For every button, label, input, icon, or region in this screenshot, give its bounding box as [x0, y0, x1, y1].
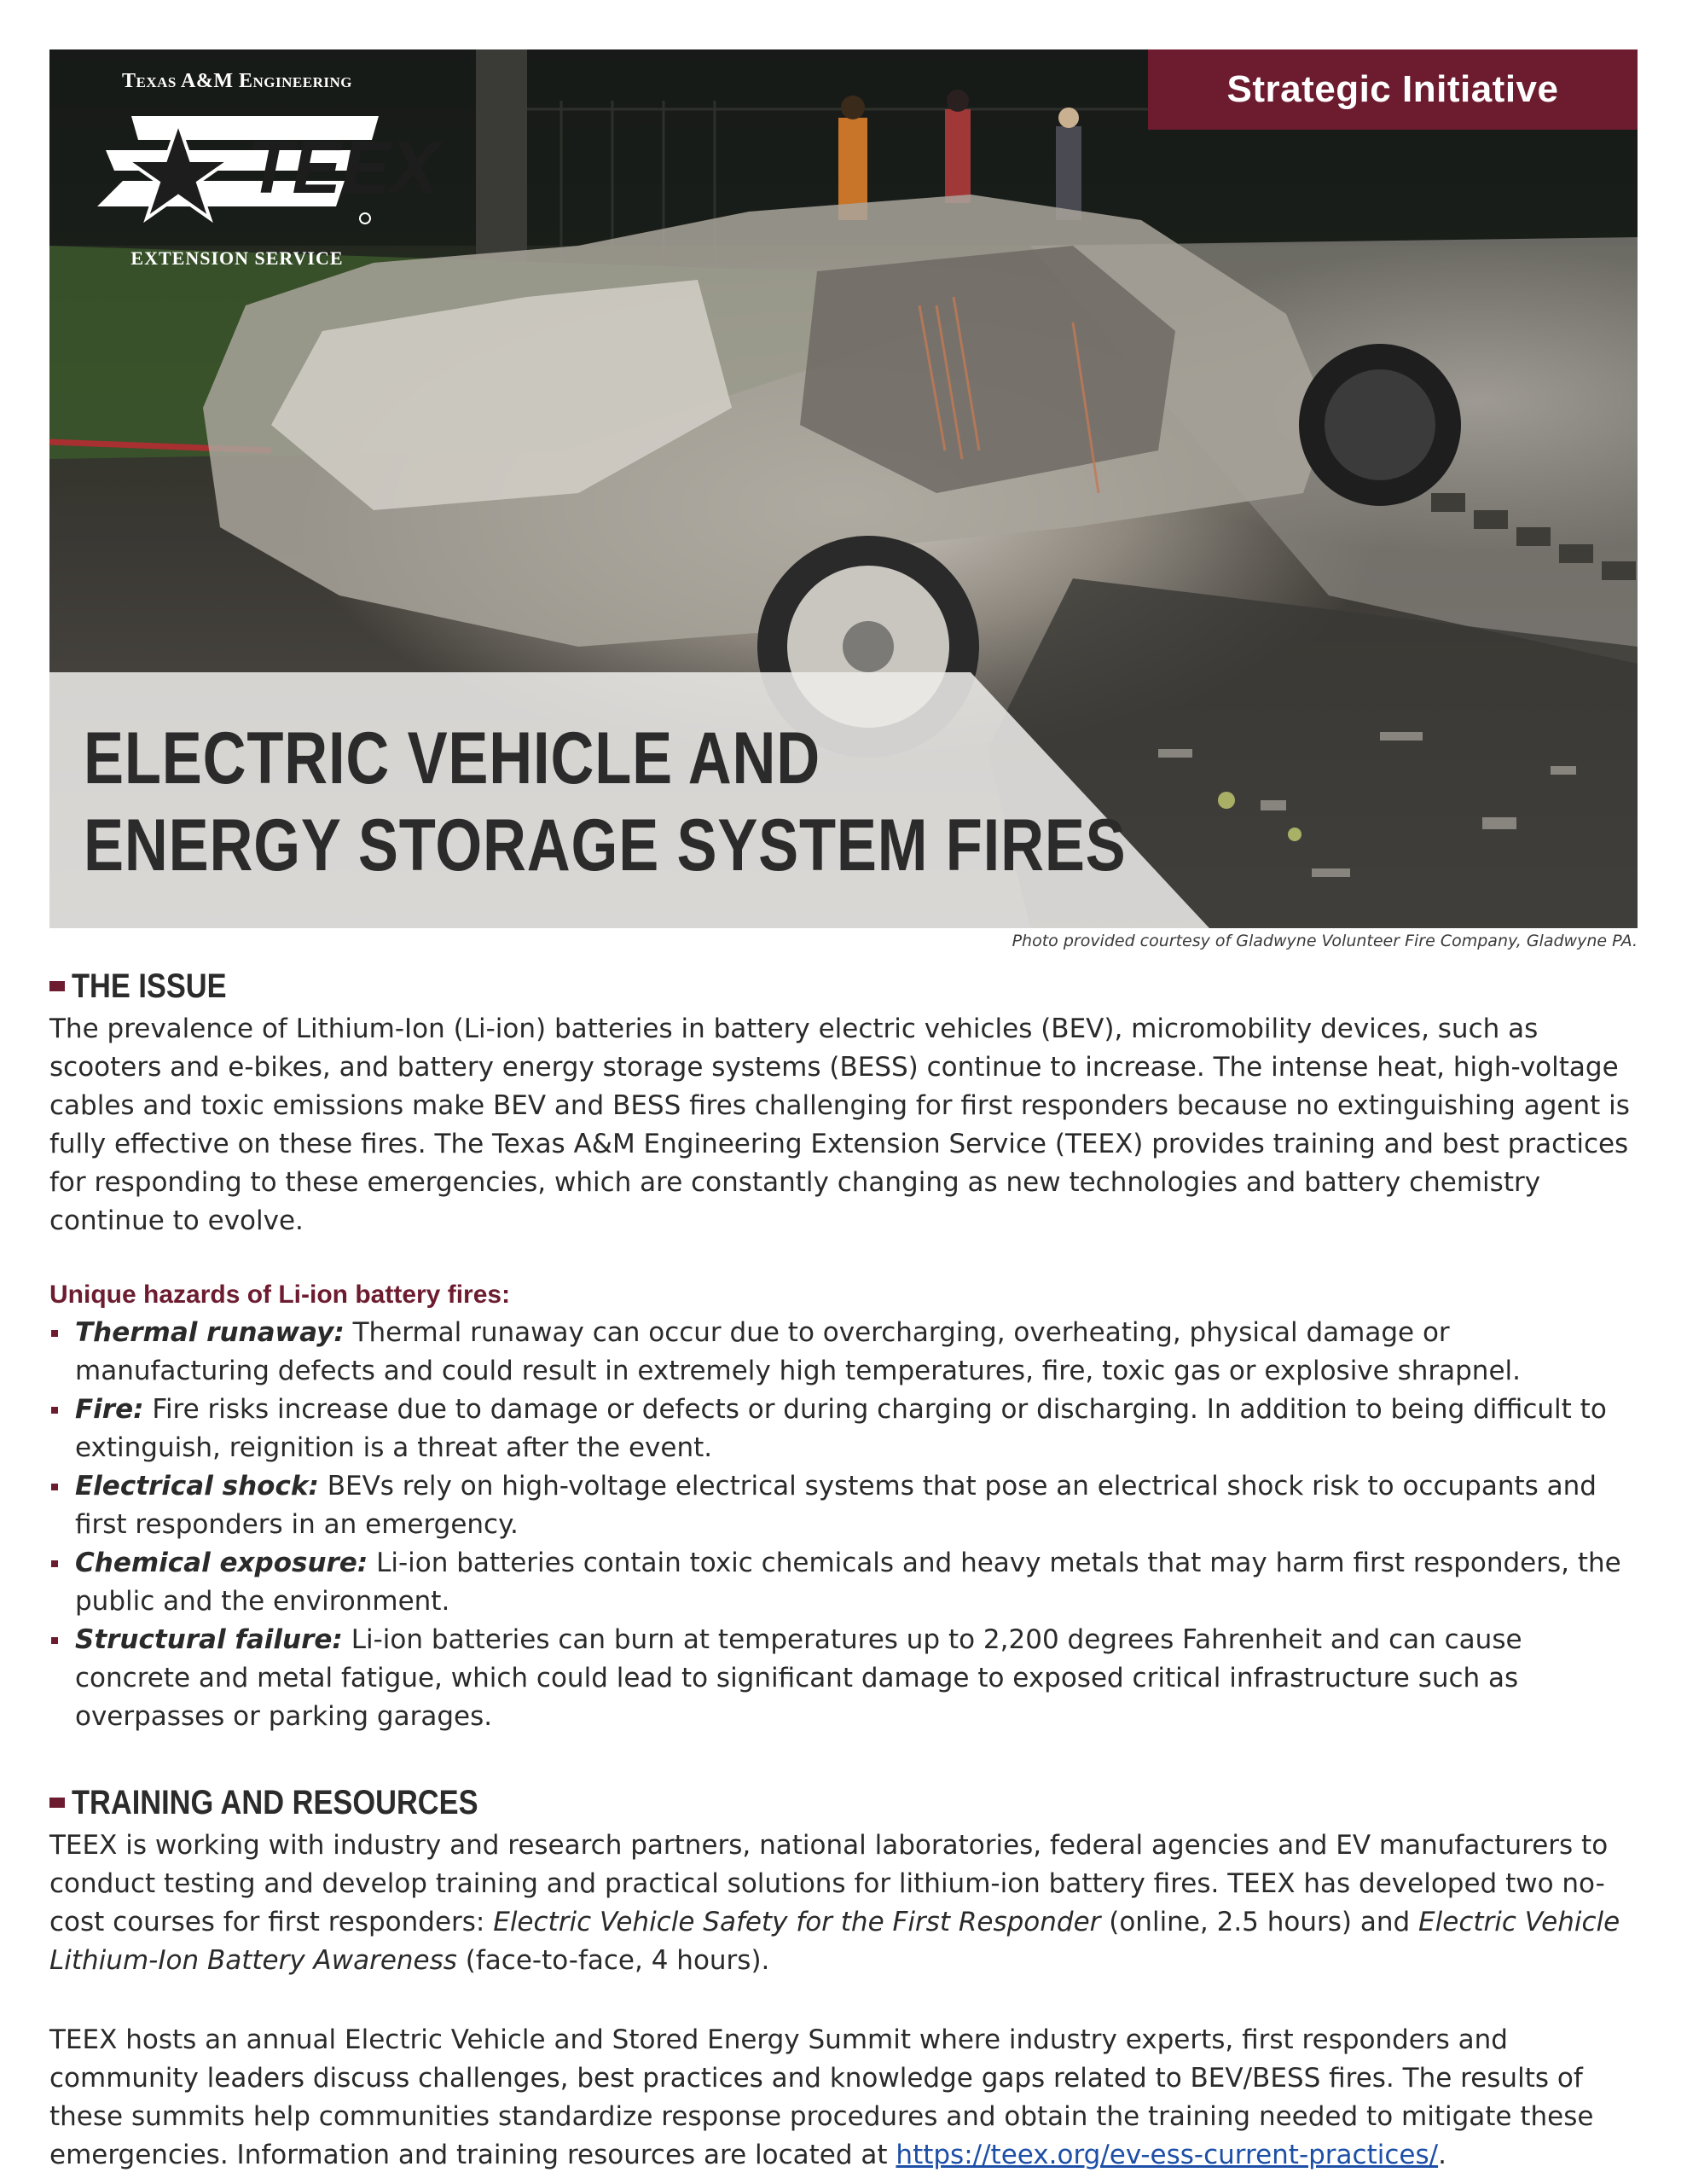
course-1-detail: (online, 2.5 hours) and: [1100, 1907, 1419, 1937]
hazard-term: Thermal runaway:: [75, 1317, 345, 1348]
section-marker-icon: [49, 981, 65, 991]
logo-wordmark-text: TEEX: [247, 127, 439, 209]
course-2-title: Electric Vehicle Lithium-Ion Battery Awareness: [49, 1907, 1620, 1976]
course-2-detail: (face-to-face, 4 hours).: [456, 1945, 770, 1976]
hazard-item-electrical-shock: [49, 1467, 1638, 1544]
issue-paragraph: The prevalence of Lithium-Ion (Li-ion) batteries in battery electric vehicles (BEV), micromobility devices, such as scooters and e-bikes, and battery energy storage systems (BESS) continue to increase. The intense heat, high-voltage cables and toxic emissions make BEV and BESS fires challenging for first responders because no extinguishing agent is fully effective on these fires. The Texas A&M Engineering Extension Service (TEEX) provides training and best practices for responding to these emergencies, which are constantly changing as new technologies and battery chemistry continue to evolve.: [49, 1014, 1630, 1236]
hazard-item-structural-failure: [49, 1621, 1638, 1736]
hazard-item-fire: [49, 1391, 1638, 1467]
logo-top-text: Texas A&M Engineering: [122, 70, 352, 92]
teex-logo: [92, 67, 439, 280]
hazard-text: Fire risks increase due to damage or defects or during charging or discharging. In addition to being difficult to extinguish, reignition is a threat after the event.: [75, 1394, 1607, 1463]
issue-heading-text: THE ISSUE: [72, 967, 227, 1005]
training-heading: [49, 1779, 1638, 1827]
hazard-term: Structural failure:: [75, 1624, 343, 1655]
logo-bottom-text: EXTENSION SERVICE: [130, 247, 344, 269]
photo-credit: Photo provided courtesy of Gladwyne Volunteer Fire Company, Gladwyne PA.: [1012, 932, 1638, 950]
hazard-text: Li-ion batteries contain toxic chemicals and heavy metals that may harm first responders, the public and the environment.: [75, 1548, 1621, 1617]
hazard-text: Li-ion batteries can burn at temperatures up to 2,200 degrees Fahrenheit and can cause concrete and metal fatigue, which could lead to significant damage to exposed critical infrastructure such as overpasses or parking garages.: [75, 1624, 1522, 1732]
hazard-term: Fire:: [75, 1394, 144, 1425]
hazard-text: Thermal runaway can occur due to overcharging, overheating, physical damage or manufacturing defects and could result in extremely high temperatures, fire, toxic gas or explosive shrapnel.: [75, 1317, 1521, 1386]
resources-link[interactable]: https://teex.org/ev-ess-current-practices/: [896, 2140, 1439, 2170]
training-heading-text: TRAINING AND RESOURCES: [72, 1784, 478, 1821]
training-paragraph-1: [49, 1827, 1638, 1980]
training-paragraph-2: [49, 2021, 1638, 2175]
strategic-initiative-band: [1148, 49, 1638, 130]
title-line-1: ELECTRIC VEHICLE AND: [84, 717, 820, 799]
hazards-heading: Unique hazards of Li-ion battery fires:: [49, 1281, 511, 1309]
training-p2-end: .: [1438, 2140, 1446, 2170]
training-p1-intro: TEEX is working with industry and research partners, national laboratories, federal agencies and EV manufacturers to conduct testing and develop training and practical solutions for lithium-ion battery fires. TEEX has developed two no-cost courses for first responders:: [49, 1830, 1609, 1937]
hazard-item-chemical-exposure: [49, 1544, 1638, 1621]
main-content: [49, 962, 1638, 2175]
course-1-title: Electric Vehicle Safety for the First Responder: [493, 1907, 1101, 1937]
page-title: [84, 715, 1127, 889]
title-line-2: ENERGY STORAGE SYSTEM FIRES: [84, 804, 1127, 886]
hazard-term: Chemical exposure:: [75, 1548, 368, 1578]
hazards-list: [49, 1314, 1638, 1736]
issue-heading: [49, 962, 1638, 1010]
hero-photo: [49, 49, 1638, 928]
band-label: Strategic Initiative: [1226, 68, 1559, 110]
hazard-term: Electrical shock:: [75, 1471, 319, 1502]
teex-wordmark-logo: [97, 99, 439, 227]
hazard-text: BEVs rely on high-voltage electrical systems that pose an electrical shock risk to occupants and first responders in an emergency.: [75, 1471, 1597, 1540]
hazard-item-thermal-runaway: [49, 1314, 1638, 1391]
section-marker-icon: [49, 1798, 65, 1808]
training-p2-text: TEEX hosts an annual Electric Vehicle and Stored Energy Summit where industry experts, first responders and community leaders discuss challenges, best practices and knowledge gaps related to BEV/BESS fires. The results of these summits help communities standardize response procedures and obtain the training needed to mitigate these emergencies. Information and training resources are located at: [49, 2024, 1594, 2170]
